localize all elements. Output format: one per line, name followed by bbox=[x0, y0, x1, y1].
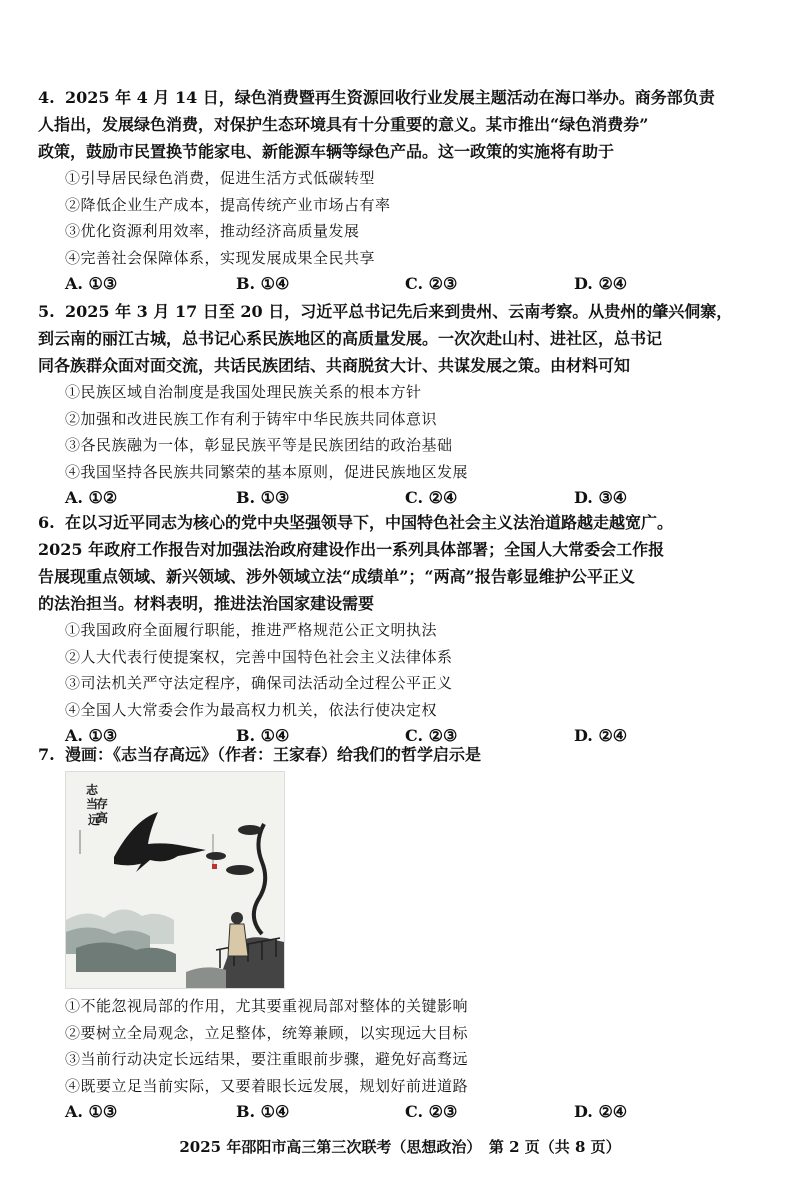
statement-option: ③当前行动决定长远结果，要注重眼前步骤，避免好高骛远 bbox=[65, 1050, 469, 1068]
statement-option: ③各民族融为一体，彰显民族平等是民族团结的政治基础 bbox=[65, 436, 453, 454]
choice-b[interactable]: B. ①③ bbox=[236, 488, 290, 507]
question-number: 4. bbox=[38, 88, 55, 107]
svg-text:当: 当 bbox=[86, 797, 99, 811]
statement-option: ②降低企业生产成本，提高传统产业市场占有率 bbox=[65, 195, 391, 214]
statement-option: ④我国坚持各民族共同繁荣的基本原则，促进民族地区发展 bbox=[65, 462, 469, 481]
question-stem bbox=[38, 298, 774, 325]
statement-option: ③司法机关严守法定程序，确保司法活动全过程公平正义 bbox=[65, 674, 453, 692]
answer-choices bbox=[38, 271, 774, 297]
svg-text:志: 志 bbox=[86, 783, 99, 797]
choice-d[interactable]: D. ②④ bbox=[574, 726, 628, 745]
statement-option: ①民族区域自治制度是我国处理民族关系的根本方针 bbox=[65, 383, 422, 401]
answer-choices bbox=[38, 1099, 774, 1125]
question-4 bbox=[38, 84, 774, 297]
cartoon-image bbox=[66, 772, 284, 988]
choice-b[interactable]: B. ①④ bbox=[236, 274, 290, 293]
question-number: 7. bbox=[38, 745, 55, 764]
choice-a[interactable]: A. ①③ bbox=[65, 726, 118, 745]
page-footer: 2025 年邵阳市高三第三次联考（思想政治） 第 2 页（共 8 页） bbox=[179, 1138, 621, 1156]
stem-line: 同各族群众面对面交流，共话民族团结、共商脱贫大计、共谋发展之策。由材料可知 bbox=[38, 356, 631, 375]
statement-option: ①不能忽视局部的作用，尤其要重视局部对整体的关键影响 bbox=[65, 997, 469, 1015]
cartoon-illustration bbox=[65, 771, 285, 989]
question-stem bbox=[38, 509, 774, 536]
stem-line: 告展现重点领域、新兴领域、涉外领域立法“成绩单”；“两高”报告彰显维护公平正义 bbox=[38, 567, 635, 586]
stem-line: 2025 年 4 月 14 日，绿色消费暨再生资源回收行业发展主题活动在海口举办。商务部负责 bbox=[65, 88, 715, 107]
stem-line: 2025 年 3 月 17 日至 20 日，习近平总书记先后来到贵州、云南考察。从贵州的肇兴侗寨， bbox=[65, 302, 733, 321]
statement-option: ②要树立全局观念，立足整体，统筹兼顾，以实现远大目标 bbox=[65, 1023, 469, 1042]
statement-option: ④既要立足当前实际，又要着眼长远发展，规划好前进道路 bbox=[65, 1076, 469, 1095]
svg-text:存: 存 bbox=[96, 797, 109, 811]
choice-a[interactable]: A. ①② bbox=[65, 488, 118, 507]
statement-option: ④全国人大常委会作为最高权力机关，依法行使决定权 bbox=[65, 700, 438, 719]
stem-line: 的法治担当。材料表明，推进法治国家建设需要 bbox=[38, 594, 375, 613]
svg-text:远: 远 bbox=[88, 813, 101, 827]
question-stem bbox=[38, 84, 774, 111]
stem-line: 在以习近平同志为核心的党中央坚强领导下，中国特色社会主义法治道路越走越宽广。 bbox=[65, 513, 674, 532]
statement-option: ①我国政府全面履行职能，推进严格规范公正文明执法 bbox=[65, 621, 438, 639]
choice-c[interactable]: C. ②④ bbox=[405, 488, 458, 507]
question-7-options bbox=[38, 993, 774, 1125]
choice-c[interactable]: C. ②③ bbox=[405, 726, 458, 745]
question-number: 5. bbox=[38, 302, 55, 321]
choice-b[interactable]: B. ①④ bbox=[236, 1102, 290, 1121]
choice-d[interactable]: D. ③④ bbox=[574, 488, 628, 507]
stem-line: 人指出，发展绿色消费，对保护生态环境具有十分重要的意义。某市推出“绿色消费券” bbox=[38, 115, 649, 134]
choice-d[interactable]: D. ②④ bbox=[574, 1102, 628, 1121]
question-5 bbox=[38, 298, 774, 511]
stem-line: 到云南的丽江古城，总书记心系民族地区的高质量发展。一次次赴山村、进社区，总书记 bbox=[38, 329, 663, 348]
question-6 bbox=[38, 509, 774, 749]
choice-a[interactable]: A. ①③ bbox=[65, 1102, 118, 1121]
stem-line: 2025 年政府工作报告对加强法治政府建设作出一系列具体部署；全国人大常委会工作报 bbox=[38, 540, 665, 559]
choice-c[interactable]: C. ②③ bbox=[405, 274, 458, 293]
stem-line: 漫画：《志当存高远》（作者：王家春）给我们的哲学启示是 bbox=[65, 745, 482, 764]
statement-option: ①引导居民绿色消费，促进生活方式低碳转型 bbox=[65, 169, 376, 187]
statement-option: ②加强和改进民族工作有利于铸牢中华民族共同体意识 bbox=[65, 409, 438, 428]
question-stem bbox=[38, 741, 774, 768]
choice-b[interactable]: B. ①④ bbox=[236, 726, 290, 745]
answer-choices bbox=[38, 485, 774, 511]
statement-option: ②人大代表行使提案权，完善中国特色社会主义法律体系 bbox=[65, 647, 453, 666]
question-number: 6. bbox=[38, 513, 55, 532]
choice-d[interactable]: D. ②④ bbox=[574, 274, 628, 293]
svg-text:高: 高 bbox=[96, 811, 109, 825]
choice-c[interactable]: C. ②③ bbox=[405, 1102, 458, 1121]
statement-option: ④完善社会保障体系，实现发展成果全民共享 bbox=[65, 248, 376, 267]
stem-line: 政策，鼓励市民置换节能家电、新能源车辆等绿色产品。这一政策的实施将有助于 bbox=[38, 142, 615, 161]
choice-a[interactable]: A. ①③ bbox=[65, 274, 118, 293]
question-7 bbox=[38, 741, 774, 768]
statement-option: ③优化资源利用效率，推动经济高质量发展 bbox=[65, 222, 360, 240]
